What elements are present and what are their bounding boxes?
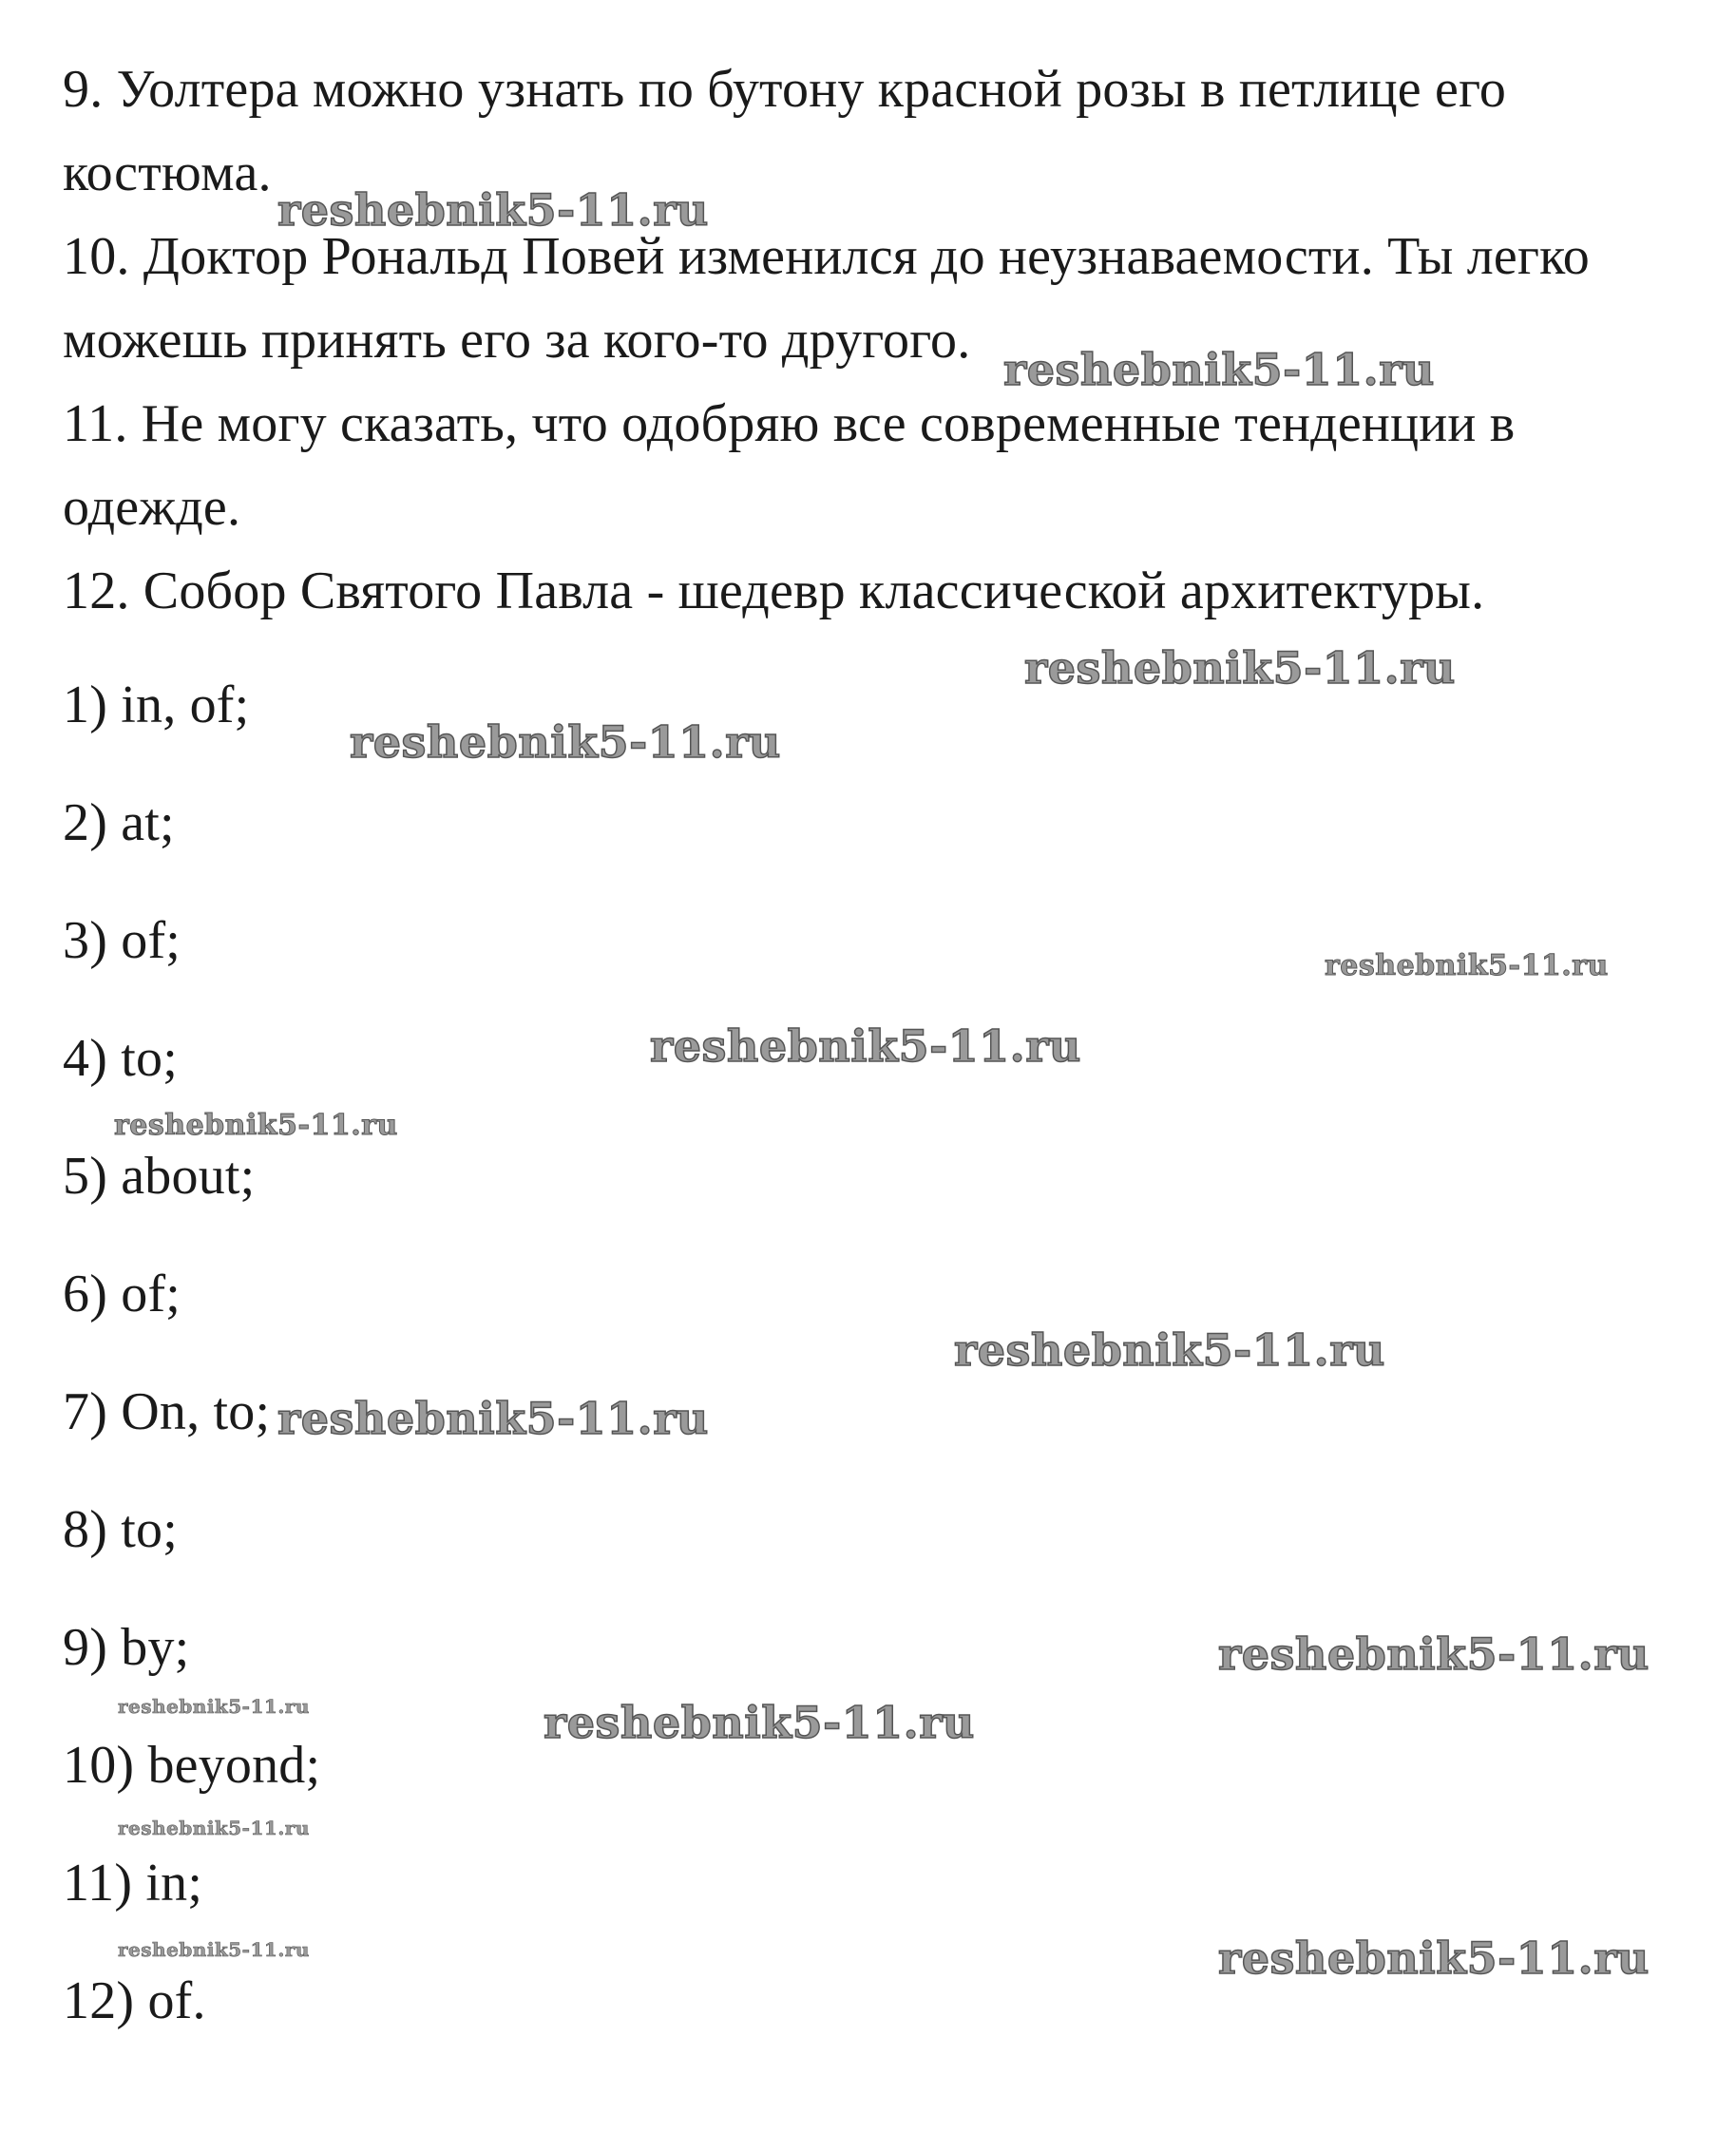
- watermark-text: reshebnik5-11.ru: [118, 1817, 310, 1839]
- answer-item-10: 10) beyond;: [63, 1736, 321, 1795]
- watermark-text: reshebnik5-11.ru: [277, 1393, 709, 1444]
- watermark-text: reshebnik5-11.ru: [1325, 949, 1609, 982]
- watermark-text: reshebnik5-11.ru: [114, 1109, 398, 1142]
- watermark-text: reshebnik5-11.ru: [650, 1020, 1081, 1072]
- answer-item-6: 6) of;: [63, 1265, 181, 1323]
- translation-line-7: 12. Собор Святого Павла - шедевр классической архитектуры.: [63, 562, 1485, 620]
- translation-line-1: 9. Уолтера можно узнать по бутону красной розы в петлице его: [63, 60, 1507, 119]
- translation-line-5: 11. Не могу сказать, что одобряю все современные тенденции в: [63, 394, 1516, 453]
- watermark-text: reshebnik5-11.ru: [350, 716, 781, 768]
- watermark-text: reshebnik5-11.ru: [118, 1938, 310, 1961]
- answer-item-3: 3) of;: [63, 911, 181, 970]
- answer-item-9: 9) by;: [63, 1618, 190, 1677]
- answer-item-2: 2) at;: [63, 793, 175, 852]
- watermark-text: reshebnik5-11.ru: [277, 184, 709, 236]
- watermark-text: reshebnik5-11.ru: [544, 1697, 975, 1748]
- watermark-text: reshebnik5-11.ru: [1218, 1628, 1650, 1680]
- watermark-text: reshebnik5-11.ru: [1218, 1932, 1650, 1984]
- watermark-text: reshebnik5-11.ru: [1003, 344, 1435, 395]
- answer-item-1: 1) in, of;: [63, 676, 250, 734]
- watermark-text: reshebnik5-11.ru: [954, 1324, 1385, 1376]
- watermark-text: reshebnik5-11.ru: [118, 1695, 310, 1718]
- watermark-text: reshebnik5-11.ru: [1024, 642, 1456, 694]
- answer-item-8: 8) to;: [63, 1500, 178, 1559]
- answer-item-7: 7) On, to;: [63, 1382, 271, 1441]
- translation-line-3: 10. Доктор Рональд Повей изменился до неузнаваемости. Ты легко: [63, 227, 1590, 286]
- answer-item-4: 4) to;: [63, 1029, 178, 1088]
- answer-item-12: 12) of.: [63, 1971, 206, 2030]
- translation-line-2: костюма.: [63, 143, 272, 202]
- answer-item-11: 11) in;: [63, 1854, 203, 1913]
- translation-line-6: одежде.: [63, 478, 241, 537]
- translation-line-4: можешь принять его за кого-то другого.: [63, 311, 971, 370]
- answer-item-5: 5) about;: [63, 1147, 256, 1206]
